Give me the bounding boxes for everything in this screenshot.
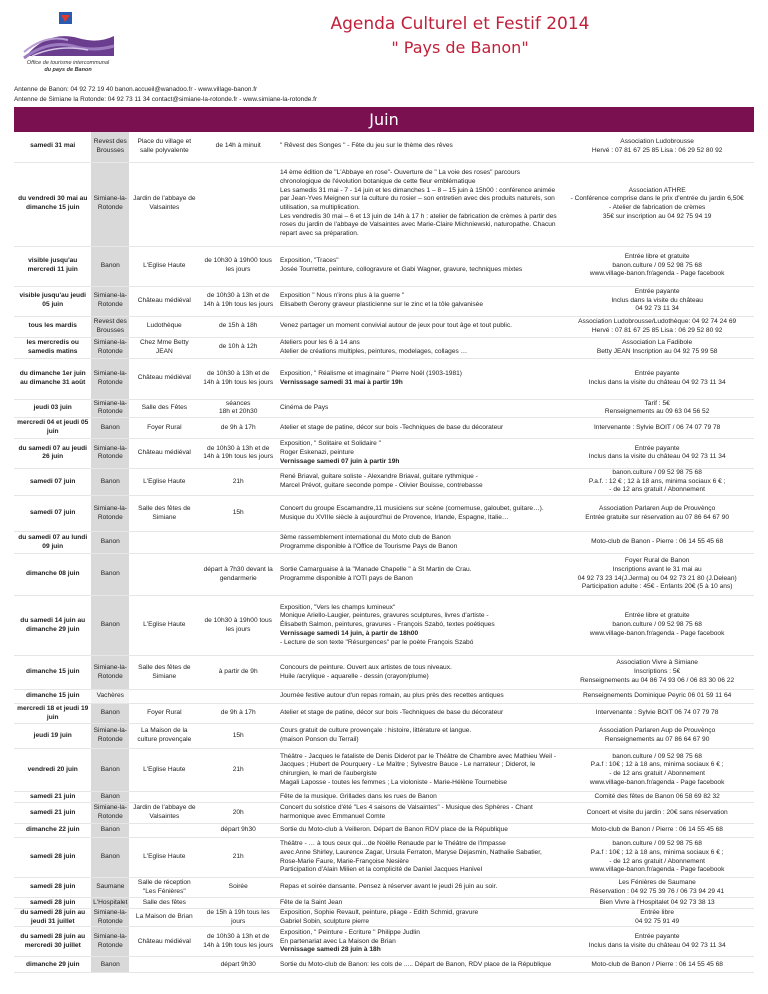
event-time: de 10h30 à 19h00 tous les jours: [199, 596, 276, 656]
table-row: [14, 162, 754, 246]
event-location: Simiane-la-Rotonde: [91, 656, 129, 690]
event-date: samedi 21 juin: [14, 803, 91, 824]
event-description: Journée festive autour d'un repas romain, au plus près des recettes antiques: [277, 690, 560, 704]
event-time: [199, 162, 276, 246]
event-description: Théâtre - Jacques le fataliste de Denis Diderot par le Théâtre de Chambre avec Mathieu Weil - Jacques ; Hubert de Pourquery - Le Maître ; Sylvestre Bauce - Le narrateur ; Diderot, le chirurgien, le mari de l'aubergiste Magali Laposse - toutes les femmes ; La violoniste - Marie-Hélène Tournebise: [277, 749, 560, 792]
event-time: de 10h30 à 13h et de 14h à 19h tous les jours: [199, 286, 276, 316]
event-date: samedi 21 juin: [14, 792, 91, 803]
event-time: 20h: [199, 803, 276, 824]
event-location: Banon: [91, 417, 129, 438]
event-venue: Château médiéval: [129, 927, 199, 957]
event-description: Concours de peinture. Ouvert aux artistes de tous niveaux. Huile /acrylique - aquarelle - dessin (crayon/plume): [277, 656, 560, 690]
event-time: de 15h à 19h tous les jours: [199, 909, 276, 927]
event-location: Banon: [91, 554, 129, 596]
event-info: Entrée payante Inclus dans la visite du château 04 92 73 11 34: [560, 927, 754, 957]
event-time: [199, 898, 276, 909]
event-venue: L'Eglise Haute: [129, 596, 199, 656]
event-info: Les Fénières de Saumane Réservation : 04 92 75 39 76 / 06 73 94 29 41: [560, 878, 754, 898]
event-venue: Chez Mme Betty JEAN: [129, 337, 199, 358]
event-description: 14 ème édition de "L'Abbaye en rose"- Ouverture de " La voie des roses" parcours chronologique de l'évolution botanique de cette fleur emblématique Les samedis 31 mai - 7 - 14 juin et les dimanches 1 – 8 – 15 juin à 15h00 : conférence animée par Jean-Yves Meignen sur la culture du rosier – son entretien avec des produits naturels, son utilisation, sa multiplication. Les vendredis 30 mai – 6 et 13 juin de 14h à 17 h : atelier de fabrication de crèmes à partir des roses du jardin de l'abbaye de Valsaintes avec Marie-Claire Michniewski, naturopathe. Chacun repart avec sa préparation.: [277, 162, 560, 246]
event-info: Moto-club de Banon - Pierre : 06 14 55 45 68: [560, 532, 754, 554]
event-location: Simiane-la-Rotonde: [91, 358, 129, 399]
page-subtitle: " Pays de Banon": [391, 38, 529, 57]
event-venue: Château médiéval: [129, 438, 199, 468]
event-location: Banon: [91, 824, 129, 838]
event-time: de 10h30 à 13h et de 14h à 19h tous les jours: [199, 927, 276, 957]
event-time: de 15h à 18h: [199, 316, 276, 337]
event-info: Entrée payante Inclus dans la visite du château 04 92 73 11 34: [560, 438, 754, 468]
event-info: Bien Vivre à l'Hospitalet 04 92 73 38 13: [560, 898, 754, 909]
event-time: de 9h à 17h: [199, 417, 276, 438]
event-venue: Château médiéval: [129, 358, 199, 399]
event-location: Banon: [91, 792, 129, 803]
event-location: Revest des Brousses: [91, 316, 129, 337]
event-time: de 10h30 à 19h00 tous les jours: [199, 246, 276, 286]
event-venue: Jardin de l'abbaye de Valsaintes: [129, 803, 199, 824]
table-row: [14, 554, 754, 596]
event-venue: Ludothèque: [129, 316, 199, 337]
event-description: Ateliers pour les 6 à 14 ans Atelier de créations multiples, peintures, modelages, collages …: [277, 337, 560, 358]
event-date: samedi 07 juin: [14, 468, 91, 495]
event-description: Repas et soirée dansante. Pensez à réserver avant le jeudi 26 juin au soir.: [277, 878, 560, 898]
event-venue: [129, 690, 199, 704]
event-description: René Briaval, guitare soliste - Alexandre Briaval, guitare rythmique - Marcel Prévot, guitare seconde pompe - Olivier Bouisse, contrebasse: [277, 468, 560, 495]
event-time: 21h: [199, 468, 276, 495]
contact-simiane: Antenne de Simiane la Rotonde: 04 92 73 11 34 contact@simiane-la-rotonde.fr - www.simiane-la-rotonde.fr: [14, 96, 317, 103]
event-info: Entrée payante Inclus dans la visite du château 04 92 73 11 34: [560, 286, 754, 316]
table-row: [14, 496, 754, 532]
event-info: Intervenante : Sylvie BOIT 06 74 07 79 78: [560, 704, 754, 724]
event-venue: [129, 957, 199, 973]
event-venue: Château médiéval: [129, 286, 199, 316]
event-description: Exposition, " Solitaire et Solidaire " Roger Eskenazi, peinture Vernissage samedi 07 juin à partir 19h: [277, 438, 560, 468]
event-date: du vendredi 30 mai au dimanche 15 juin: [14, 162, 91, 246]
event-location: Simiane-la-Rotonde: [91, 399, 129, 417]
event-time: [199, 792, 276, 803]
event-info: Moto-club de Banon / Pierre : 06 14 55 45 68: [560, 824, 754, 838]
contacts: [14, 85, 317, 105]
event-info: Intervenante : Sylvie BOIT / 06 74 07 79 78: [560, 417, 754, 438]
event-venue: Foyer Rural: [129, 417, 199, 438]
event-info: Entrée libre 04 92 75 91 49: [560, 909, 754, 927]
event-info: Association La Fadibole Betty JEAN Inscription au 04 92 75 99 58: [560, 337, 754, 358]
event-location: Banon: [91, 838, 129, 878]
table-row: [14, 957, 754, 973]
page-title: Agenda Culturel et Festif 2014: [330, 14, 590, 34]
event-date: visible jusqu'au mercredi 11 juin: [14, 246, 91, 286]
event-venue: [129, 532, 199, 554]
event-date: dimanche 22 juin: [14, 824, 91, 838]
event-date: jeudi 03 juin: [14, 399, 91, 417]
table-row: [14, 927, 754, 957]
event-venue: [129, 554, 199, 596]
table-row: [14, 909, 754, 927]
event-date: samedi 31 mai: [14, 132, 91, 162]
event-venue: [129, 792, 199, 803]
event-info: Comité des fêtes de Banon 06 58 69 82 32: [560, 792, 754, 803]
event-time: [199, 532, 276, 554]
event-location: Simiane-la-Rotonde: [91, 927, 129, 957]
table-row: [14, 316, 754, 337]
table-row: [14, 132, 754, 162]
table-row: [14, 358, 754, 399]
table-row: [14, 438, 754, 468]
event-time: de 10h30 à 13h et de 14h à 19h tous les jours: [199, 358, 276, 399]
event-location: Simiane-la-Rotonde: [91, 438, 129, 468]
event-description: Atelier et stage de patine, décor sur bois -Techniques de base du décorateur: [277, 704, 560, 724]
event-time: 15h: [199, 724, 276, 749]
event-description: Sortie Camarguaise à la "Manade Chapelle " à St Martin de Crau. Programme disponible à l'OTI pays de Banon: [277, 554, 560, 596]
event-time: départ 9h30: [199, 957, 276, 973]
event-info: Association Vivre à Simiane Inscriptions : 5€ Renseignements au 04 86 74 93 06 / 06 83 30 06 22: [560, 656, 754, 690]
event-location: Banon: [91, 246, 129, 286]
event-info: Renseignements Dominique Peyric 06 01 59 11 64: [560, 690, 754, 704]
event-info: Entrée libre et gratuite banon.culture / 09 52 98 75 68 www.village-banon.fr/agenda - Page facebook: [560, 596, 754, 656]
event-description: Fête de la Saint Jean: [277, 898, 560, 909]
event-time: Soirée: [199, 878, 276, 898]
event-description: Sortie du Moto-club de Banon: les cols de ..... Départ de Banon, RDV place de la République: [277, 957, 560, 973]
table-row: [14, 704, 754, 724]
event-date: mercredi 04 et jeudi 05 juin: [14, 417, 91, 438]
event-venue: Salle de réception "Les Fénières": [129, 878, 199, 898]
event-venue: Salle des fêtes de Simiane: [129, 656, 199, 690]
event-date: du samedi 07 au jeudi 26 juin: [14, 438, 91, 468]
event-venue: Jardin de l'abbaye de Valsaintes: [129, 162, 199, 246]
event-venue: [129, 824, 199, 838]
event-date: du samedi 28 juin au jeudi 31 juillet: [14, 909, 91, 927]
event-location: Simiane-la-Rotonde: [91, 286, 129, 316]
event-info: banon.culture / 09 52 98 75 68 P.a.f : 10€ ; 12 à 18 ans, minima sociaux 6 € ; - de 12 ans gratuit / Abonnement www.village-banon.fr/agenda - Page facebook: [560, 838, 754, 878]
event-description: Théâtre - … à tous ceux qui…de Noëlle Renaude par le Théâtre de l'Impasse avec Anne Shirley, Laurence Zagar, Ursula Ferraton, Maryse Dejasmin, Nathalie Sabatier, Rose-Marie Faure, Marie-Françoise Nesière Participation d'Alain Milien et la complicité de Daniel Jacques Hanivel: [277, 838, 560, 878]
event-description: Exposition, "Vers les champs lumineux" Monique Ariello-Laugier, peintures, gravures sculptures, livres d'artiste - Élisabeth Salmon, peintures, gravures - François Szabó, textes poétiques Vernissage samedi 14 juin, à partir de 18h00 - Lecture de son texte "Résurgences" par le poète François Szabó: [277, 596, 560, 656]
event-date: tous les mardis: [14, 316, 91, 337]
table-row: [14, 468, 754, 495]
event-time: de 10h à 12h: [199, 337, 276, 358]
event-venue: L'Eglise Haute: [129, 246, 199, 286]
event-info: Association Parlaren Aup de Prouvènço Renseignements au 07 86 64 67 90: [560, 724, 754, 749]
event-info: Tarif : 5€ Renseignements au 09 63 04 56 52: [560, 399, 754, 417]
event-description: Cours gratuit de culture provençale : histoire, littérature et langue. (maison Ponson du Terrail): [277, 724, 560, 749]
table-row: [14, 724, 754, 749]
event-date: dimanche 15 juin: [14, 690, 91, 704]
event-description: Fête de la musique. Grillades dans les rues de Banon: [277, 792, 560, 803]
event-description: 3ème rassemblement international du Moto club de Banon Programme disponible à l'Office de Tourisme Pays de Banon: [277, 532, 560, 554]
table-row: [14, 792, 754, 803]
event-location: Simiane-la-Rotonde: [91, 803, 129, 824]
event-location: Banon: [91, 532, 129, 554]
table-row: [14, 596, 754, 656]
event-venue: Salle des fêtes de Simiane: [129, 496, 199, 532]
event-location: Simiane-la-Rotonde: [91, 724, 129, 749]
event-location: Revest des Brousses: [91, 132, 129, 162]
event-time: [199, 690, 276, 704]
table-row: [14, 749, 754, 792]
event-description: Atelier et stage de patine, décor sur bois -Techniques de base du décorateur: [277, 417, 560, 438]
event-date: jeudi 19 juin: [14, 724, 91, 749]
logo-line2: du pays de Banon: [44, 67, 92, 73]
event-venue: Place du village et salle polyvalente: [129, 132, 199, 162]
event-description: Sortie du Moto-club à Veilleron. Départ de Banon RDV place de la République: [277, 824, 560, 838]
event-location: Banon: [91, 957, 129, 973]
event-date: du samedi 14 juin au dimanche 29 juin: [14, 596, 91, 656]
event-location: Simiane-la-Rotonde: [91, 496, 129, 532]
event-location: Banon: [91, 596, 129, 656]
event-time: de 9h à 17h: [199, 704, 276, 724]
logo-line1: Office de tourisme intercommunal: [26, 60, 110, 66]
table-row: [14, 898, 754, 909]
event-venue: L'Eglise Haute: [129, 838, 199, 878]
table-row: [14, 286, 754, 316]
office-tourisme-logo: [18, 10, 118, 76]
event-description: " Rêvest des Songes " - Fête du jeu sur le thème des rêves: [277, 132, 560, 162]
event-location: Vachères: [91, 690, 129, 704]
table-row: [14, 690, 754, 704]
event-info: Moto-club de Banon / Pierre : 06 14 55 45 68: [560, 957, 754, 973]
event-date: dimanche 15 juin: [14, 656, 91, 690]
table-row: [14, 878, 754, 898]
event-date: du samedi 07 au lundi 09 juin: [14, 532, 91, 554]
event-venue: Salle des fêtes: [129, 898, 199, 909]
event-time: 21h: [199, 749, 276, 792]
event-date: dimanche 08 juin: [14, 554, 91, 596]
event-info: banon.culture / 09 52 98 75 68 P.a.f. : 12 € ; 12 à 18 ans, minima sociaux 6 € ; - de 12 ans gratuit / Abonnement: [560, 468, 754, 495]
agenda-table: [14, 132, 754, 973]
event-info: banon.culture / 09 52 98 75 68 P.a.f : 10€ ; 12 à 18 ans, minima sociaux 6 € ; - de 12 ans gratuit / Abonnement www.village-banon.fr/agenda - Page facebook: [560, 749, 754, 792]
contact-banon: Antenne de Banon: 04 92 72 19 40 banon.accueil@wanadoo.fr - www.village-banon.fr: [14, 86, 258, 93]
event-info: Association Ludobrousse/Ludothèque: 04 92 74 24 69 Hervé : 07 81 67 25 85 Lisa : 06 29 52 80 92: [560, 316, 754, 337]
event-date: mercredi 18 et jeudi 19 juin: [14, 704, 91, 724]
table-row: [14, 532, 754, 554]
event-info: Association Ludobrousse Hervé : 07 81 67 25 85 Lisa : 06 29 52 80 92: [560, 132, 754, 162]
event-location: Simiane-la-Rotonde: [91, 337, 129, 358]
event-time: de 14h à minuit: [199, 132, 276, 162]
event-date: les mercredis ou samedis matins: [14, 337, 91, 358]
event-location: L'Hospitalet: [91, 898, 129, 909]
event-time: de 10h30 à 13h et de 14h à 19h tous les jours: [199, 438, 276, 468]
event-date: vendredi 20 juin: [14, 749, 91, 792]
event-info: Association ATHRE - Conférence comprise dans le prix d'entrée du jardin 6,50€ - Atelier de fabrication de crèmes 35€ sur inscription au 04 92 75 94 19: [560, 162, 754, 246]
event-info: Entrée libre et gratuite banon.culture / 09 52 98 75 68 www.village-banon.fr/agenda - Page facebook: [560, 246, 754, 286]
event-date: dimanche 29 juin: [14, 957, 91, 973]
event-description: Exposition, Sophie Revault, peinture, pliage - Edith Schmid, gravure Gabriel Sobin, sculpture pierre: [277, 909, 560, 927]
agenda-body: [14, 132, 754, 973]
event-info: Concert et visite du jardin : 20€ sans réservation: [560, 803, 754, 824]
table-row: [14, 803, 754, 824]
event-date: samedi 28 juin: [14, 878, 91, 898]
event-date: samedi 28 juin: [14, 898, 91, 909]
event-time: à partir de 9h: [199, 656, 276, 690]
table-row: [14, 399, 754, 417]
event-info: Entrée payante Inclus dans la visite du château 04 92 73 11 34: [560, 358, 754, 399]
event-description: Exposition, " Peinture - Ecriture " Philippe Judlin En partenariat avec La Maison de Brian Vernissage samedi 28 juin à 18h: [277, 927, 560, 957]
event-location: Banon: [91, 749, 129, 792]
event-time: départ 9h30: [199, 824, 276, 838]
event-description: Concert du groupe Escamandre,11 musiciens sur scène (cornemuse, galoubet, guitare…). Musique du XVIIIe siècle à aujourd'hui de Provence, Irlande, Espagne, Italie…: [277, 496, 560, 532]
event-description: Venez partager un moment convivial autour de jeux pour tout âge et tout public.: [277, 316, 560, 337]
event-description: Cinéma de Pays: [277, 399, 560, 417]
event-venue: Foyer Rural: [129, 704, 199, 724]
event-description: Exposition, "Traces" Josée Tourrette, peinture, collogravure et Gabi Wagner, gravure, techniques mixtes: [277, 246, 560, 286]
event-info: Foyer Rural de Banon Inscriptions avant le 31 mai au 04 92 73 23 14(J.Jerma) ou 04 92 73 21 80 (J.Delean) Participation adulte : 45€ - Enfants 20€ (5 à 10 ans): [560, 554, 754, 596]
event-location: Banon: [91, 468, 129, 495]
event-location: Banon: [91, 704, 129, 724]
event-time: départ à 7h30 devant la gendarmerie: [199, 554, 276, 596]
event-info: Association Parlaren Aup de Prouvènço Entrée gratuite sur réservation au 07 86 64 67 90: [560, 496, 754, 532]
month-banner: Juin: [14, 107, 754, 132]
table-row: [14, 656, 754, 690]
event-description: Concert du solstice d'été "Les 4 saisons de Valsaintes" - Musique des Sphères - Chant harmonique avec Emmanuel Comte: [277, 803, 560, 824]
event-time: 15h: [199, 496, 276, 532]
event-venue: L'Eglise Haute: [129, 749, 199, 792]
event-time: séances 18h et 20h30: [199, 399, 276, 417]
event-venue: La Maison de la culture provençale: [129, 724, 199, 749]
event-time: 21h: [199, 838, 276, 878]
table-row: [14, 417, 754, 438]
event-location: Simiane-la-Rotonde: [91, 162, 129, 246]
event-venue: Salle des Fêtes: [129, 399, 199, 417]
event-venue: L'Eglise Haute: [129, 468, 199, 495]
table-row: [14, 337, 754, 358]
event-date: samedi 28 juin: [14, 838, 91, 878]
event-venue: La Maison de Brian: [129, 909, 199, 927]
table-row: [14, 246, 754, 286]
event-location: Saumane: [91, 878, 129, 898]
table-row: [14, 838, 754, 878]
event-date: du samedi 28 juin au mercredi 30 juillet: [14, 927, 91, 957]
table-row: [14, 824, 754, 838]
event-date: visible jusqu'au jeudi 05 juin: [14, 286, 91, 316]
event-date: samedi 07 juin: [14, 496, 91, 532]
event-description: Exposition, " Réalisme et imaginaire " Pierre Noël (1903-1981) Vernisssage samedi 31 mai à partir 19h: [277, 358, 560, 399]
event-location: Simiane-la-Rotonde: [91, 909, 129, 927]
event-description: Exposition " Nous n'irons plus à la guerre " Elisabeth Gerony graveur plasticienne sur le zinc et la tôle galvanisée: [277, 286, 560, 316]
event-date: du dimanche 1er juin au dimanche 31 août: [14, 358, 91, 399]
